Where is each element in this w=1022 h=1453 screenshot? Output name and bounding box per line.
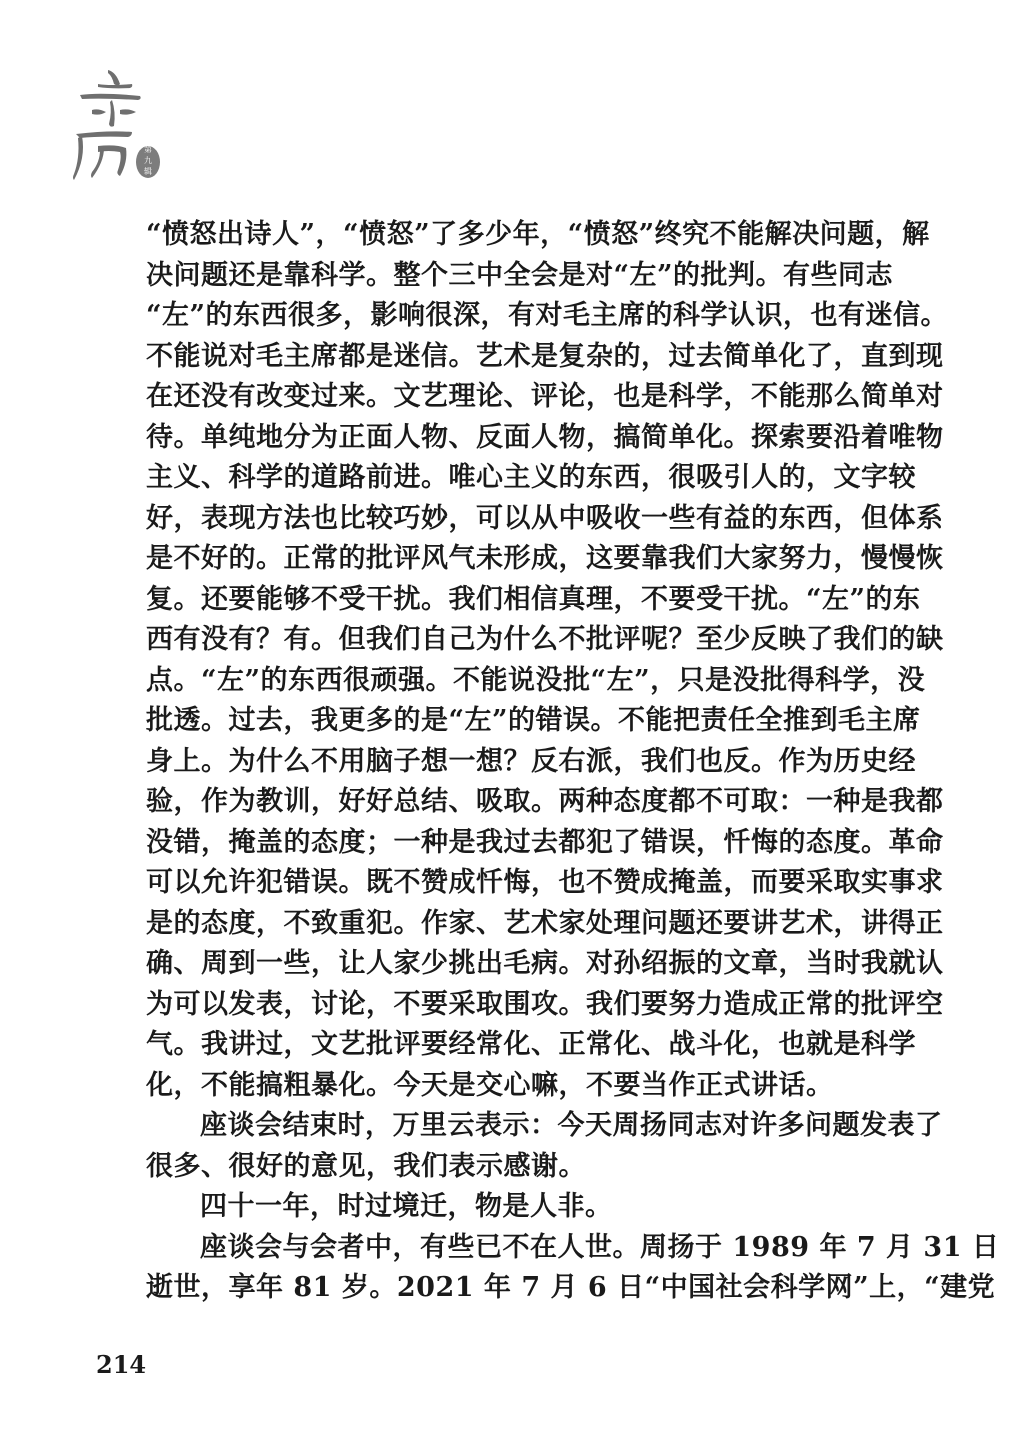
body-line: “愤怒出诗人”，“愤怒”了多少年，“愤怒”终究不能解决问题，解 [146,219,930,250]
body-line: 点。“左”的东西很顽强。不能说没批“左”，只是没批得科学，没 [146,664,926,696]
book-logo-icon [70,62,170,187]
logo-subtitle-2: 九 [144,156,152,165]
body-line: 西有没有？有。但我们自己为什么不批评呢？至少反映了我们的缺 [146,624,944,655]
body-line: 决问题还是靠科学。整个三中全会是对“左”的批判。有些同志 [146,259,894,291]
body-line: 主义、科学的道路前进。唯心主义的东西，很吸引人的，文字较 [146,462,916,493]
body-line: 确、周到一些，让人家少挑出毛病。对孙绍振的文章，当时我就认 [146,948,944,979]
body-line: 是的态度，不致重犯。作家、艺术家处理问题还要讲艺术，讲得正 [146,907,944,939]
body-line: 没错，掩盖的态度；一种是我过去都犯了错误，忏悔的态度。革命 [146,826,944,858]
logo-subtitle-3: 辑 [144,167,152,176]
body-line: 可以允许犯错误。既不赞成忏悔，也不赞成掩盖，而要采取实事求 [146,867,944,898]
book-logo [70,62,170,187]
body-line: 是不好的。正常的批评风气未形成，这要靠我们大家努力，慢慢恢 [146,543,944,574]
body-line: 座谈会结束时，万里云表示：今天周扬同志对许多问题发表了 [200,1110,943,1141]
body-text [146,215,1000,1309]
body-line: 四十一年，时过境迁，物是人非。 [200,1191,613,1222]
body-line: 待。单纯地分为正面人物、反面人物，搞简单化。探索要沿着唯物 [146,421,944,453]
body-line: 验，作为教训，好好总结、吸取。两种态度都不可取：一种是我都 [146,786,944,817]
body-line: “左”的东西很多，影响很深，有对毛主席的科学认识，也有迷信。 [146,300,949,331]
body-line: 逝世，享年 81 岁。2021 年 7 月 6 日“中国社会科学网”上，“建党 [146,1272,996,1303]
body-line: 在还没有改变过来。文艺理论、评论，也是科学，不能那么简单对 [146,381,944,412]
body-line: 气。我讲过，文艺批评要经常化、正常化、战斗化，也就是科学 [146,1029,916,1060]
body-line: 为可以发表，讨论，不要采取围攻。我们要努力造成正常的批评空 [146,988,944,1020]
body-line: 不能说对毛主席都是迷信。艺术是复杂的，过去简单化了，直到现 [146,340,944,372]
body-line: 批透。过去，我更多的是“左”的错误。不能把责任全推到毛主席 [146,705,921,736]
page-number: 214 [96,1350,147,1379]
body-line: 复。还要能够不受干扰。我们相信真理，不要受干扰。“左”的东 [146,583,921,615]
body-line: 好，表现方法也比较巧妙，可以从中吸收一些有益的东西，但体系 [146,502,944,534]
body-line: 化，不能搞粗暴化。今天是交心嘛，不要当作正式讲话。 [146,1069,834,1101]
body-line: 身上。为什么不用脑子想一想？反右派，我们也反。作为历史经 [146,745,916,777]
logo-subtitle-1: 第 [144,145,152,154]
body-line: 座谈会与会者中，有些已不在人世。周扬于 1989 年 7 月 31 日 [200,1231,1000,1263]
body-line: 很多、很好的意见，我们表示感谢。 [146,1150,586,1182]
